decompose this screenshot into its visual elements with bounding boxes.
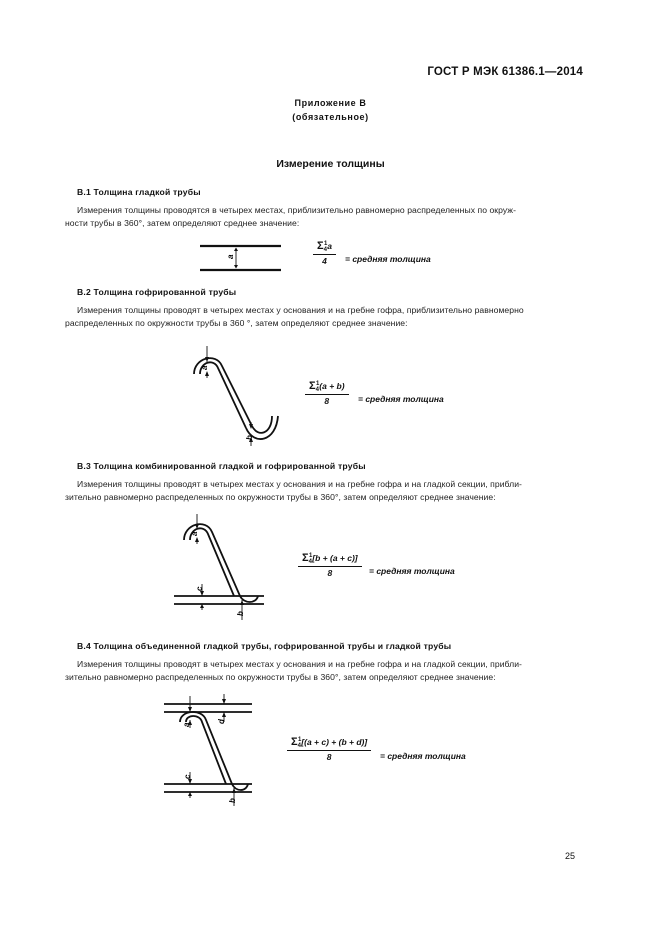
formula-numerator: a [327,241,333,251]
section-text-line: ности трубы в 360°, затем определяют среднее значение: [65,218,300,228]
sum-lower-limit: 4 [323,247,327,253]
dimension-label-a: a [200,365,209,370]
page-number: 25 [564,851,575,861]
dimension-label-a: a [182,722,191,727]
sum-symbol: Σ [309,380,316,392]
sum-lower-limit: 4 [308,559,312,565]
section-text-line: Измерения толщины проводят в четырех местах у основания и на гребне гофра, приблизительно равномерно [77,305,524,315]
section-text-line: зительно равномерно распределенных по окружности трубы в 360°, затем определяют среднее значение: [65,492,496,502]
sum-lower-limit: 4 [297,743,301,749]
section-text-line: зительно равномерно распределенных по окружности трубы в 360°, затем определяют среднее значение: [65,672,496,682]
sum-upper-limit: 1 [315,381,320,387]
formula-denominator: 8 [326,752,332,762]
dimension-label-a: a [226,254,235,259]
formula-b1 [313,240,336,266]
sum-upper-limit: 1 [308,553,313,559]
dimension-label-c: c [183,774,192,779]
section-text-line: Измерения толщины проводят в четырех местах у основания и на гребне гофра и на гладкой секции, прибли- [77,659,522,669]
document-header: ГОСТ Р МЭК 61386.1—2014 [427,66,583,78]
section-heading-b3: В.3 Толщина комбинированной гладкой и гофрированной трубы [77,461,366,471]
corrugated-pipe-figure [180,338,290,448]
sum-lower-limit: 4 [315,387,319,393]
combined-pipe-figure [170,512,270,622]
appendix-label: Приложение В [294,98,367,108]
smooth-pipe-figure [195,238,295,278]
dimension-label-b: b [245,435,254,440]
section-text-line: распределенных по окружности трубы в 360 °, затем определяют среднее значение: [65,318,408,328]
section-text-line: Измерения толщины проводят в четырех местах у основания и на гребне гофра и на гладкой секции, прибли- [77,479,522,489]
appendix-heading [0,96,661,124]
appendix-status: (обязательное) [292,112,369,122]
dimension-label-b: b [228,798,237,803]
section-heading-b1: В.1 Толщина гладкой трубы [77,187,201,197]
smooth-corrugated-smooth-pipe-figure [160,692,260,807]
formula-result: = средняя толщина [345,254,431,264]
formula-result: = средняя толщина [358,394,444,404]
formula-result: = средняя толщина [380,751,466,761]
formula-numerator: (a + b) [319,381,345,391]
formula-denominator: 8 [324,396,330,406]
sum-upper-limit: 1 [297,737,302,743]
formula-b2 [305,380,349,406]
section-text-b4 [65,658,582,684]
formula-denominator: 4 [322,256,327,266]
dimension-label-a: a [190,531,199,536]
formula-b4 [287,736,371,762]
formula-numerator: [(a + c) + (b + d)] [301,737,368,747]
formula-denominator: 8 [327,568,333,578]
dimension-label-c: c [195,586,204,591]
sum-symbol: Σ [291,736,298,748]
section-text-b3 [65,478,582,504]
sum-upper-limit: 1 [323,241,328,247]
section-heading-b2: В.2 Толщина гофрированной трубы [77,287,237,297]
section-heading-b4: В.4 Толщина объединенной гладкой трубы, гофрированной трубы и гладкой трубы [77,641,452,651]
sum-symbol: Σ [317,240,324,252]
dimension-label-d: d [217,719,226,724]
formula-numerator: [b + (a + c)] [312,553,358,563]
section-text-line: Измерения толщины проводятся в четырех местах, приблизительно равномерно распределенных по окруж- [77,205,516,215]
sum-symbol: Σ [302,552,309,564]
formula-result: = средняя толщина [369,566,455,576]
section-text-b1 [65,204,582,230]
section-text-b2 [65,304,582,330]
dimension-label-b: b [236,611,245,616]
formula-b3 [298,552,362,578]
page-title: Измерение толщины [276,158,385,170]
